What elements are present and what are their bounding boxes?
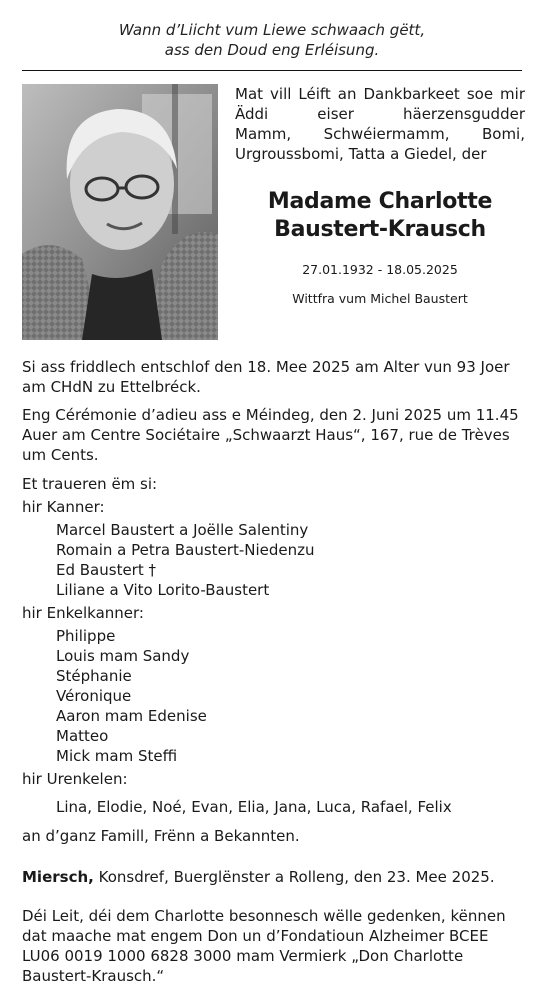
- list-item: Philippe: [56, 627, 116, 645]
- list-item: Marcel Baustert a Joëlle Salentiny: [56, 521, 309, 539]
- list-item: Stéphanie: [56, 667, 132, 685]
- notice-line: Si ass friddlech entschlof den 18. Mee 2025 am Alter vun 93 Joer: [22, 358, 510, 376]
- ceremony-notice: [22, 405, 522, 465]
- donation-line: Déi Leit, déi dem Charlotte besonnesch wëlle gedenken, kënnen: [22, 907, 506, 925]
- spouse-line: Wittfra vum Michel Baustert: [292, 291, 468, 306]
- list-item: Mick mam Steffi: [56, 747, 178, 765]
- intro-line: Mat vill Léift an Dankbarkeet soe mir: [235, 85, 525, 103]
- grandchildren-list: [22, 626, 522, 766]
- grandchildren-label: hir Enkelkanner:: [22, 604, 144, 622]
- divider: [22, 70, 522, 71]
- donation-line: Baustert-Krausch.“: [22, 967, 165, 985]
- motto: [0, 20, 544, 60]
- deceased-name: [235, 188, 525, 244]
- donation-notice: [22, 906, 522, 986]
- children-list: [22, 520, 522, 600]
- list-item: Aaron mam Edenise: [56, 707, 207, 725]
- place-date-line: [22, 867, 522, 887]
- intro-line: Mamm, Schwéiermamm, Bomi,: [235, 125, 525, 143]
- great-grandchildren-label: hir Urenkelen:: [22, 770, 128, 788]
- motto-line: ass den Doud eng Erléisung.: [164, 41, 380, 59]
- portrait-photo: [22, 84, 218, 340]
- list-item: Lina, Elodie, Noé, Evan, Elia, Jana, Luca, Rafael, Felix: [56, 798, 452, 816]
- great-grandchildren-list: [22, 797, 522, 817]
- motto-line: Wann d’Liicht vum Liewe schwaach gëtt,: [118, 21, 426, 39]
- ceremony-line: Eng Cérémonie d’adieu ass e Méindeg, den 2. Juni 2025 um 11.45: [22, 406, 519, 424]
- place-date: [22, 867, 522, 887]
- place-rest: Konsdref, Buerglënster a Rolleng, den 23. Mee 2025.: [93, 868, 495, 886]
- donation-line: dat maache mat engem Don un d’Fondatioun Alzheimer BCEE: [22, 927, 489, 945]
- name-line: Baustert-Krausch: [274, 217, 486, 242]
- portrait-image: [22, 84, 218, 340]
- list-item: Louis mam Sandy: [56, 647, 190, 665]
- intro-text: [235, 84, 525, 164]
- notice-line: am CHdN zu Ettelbréck.: [22, 378, 201, 396]
- death-notice: [22, 357, 522, 397]
- mourners-heading: Et traueren ëm si:: [22, 475, 158, 493]
- list-item: Véronique: [56, 687, 132, 705]
- ceremony-line: Auer am Centre Sociétaire „Schwaarzt Haus“, 167, rue de Trèves: [22, 426, 510, 444]
- place-name: Miersch,: [22, 868, 94, 886]
- ceremony-line: um Cents.: [22, 446, 99, 464]
- children-label: hir Kanner:: [22, 498, 105, 516]
- list-item: Matteo: [56, 727, 109, 745]
- family-line: an d’ganz Famill, Frënn a Bekannten.: [22, 827, 300, 845]
- intro-line: Äddi eiser häerzensgudder: [235, 105, 525, 123]
- donation-line: LU06 0019 1000 6828 3000 mam Vermierk „Don Charlotte: [22, 947, 464, 965]
- list-item: Ed Baustert †: [56, 561, 156, 579]
- name-line: Madame Charlotte: [267, 189, 493, 214]
- life-dates: 27.01.1932 - 18.05.2025: [302, 262, 458, 277]
- mourners-list: [22, 474, 522, 846]
- list-item: Liliane a Vito Lorito-Baustert: [56, 581, 270, 599]
- intro-line: Urgroussbomi, Tatta a Giedel, der: [235, 145, 487, 163]
- list-item: Romain a Petra Baustert-Niedenzu: [56, 541, 315, 559]
